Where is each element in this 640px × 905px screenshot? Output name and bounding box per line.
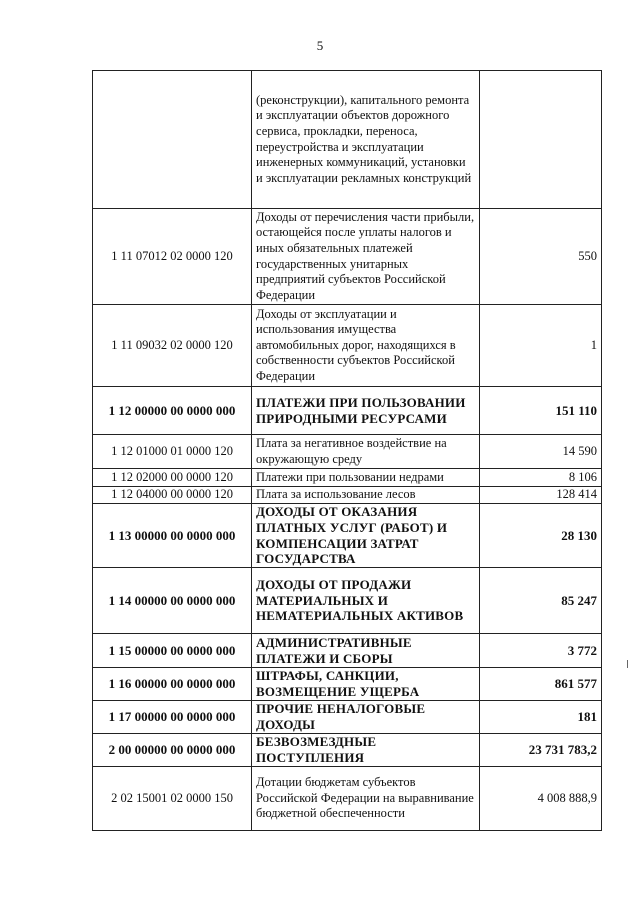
table-row: [93, 469, 602, 487]
row-code: 1 12 02000 00 0000 120: [93, 469, 252, 487]
row-amount: 151 110: [480, 387, 602, 435]
row-amount: [480, 71, 602, 209]
page-number: 5: [316, 38, 324, 53]
row-name: Доходы от перечисления части прибыли, остающейся после уплаты налогов и иных обязательных платежей государственных унитарных предприятий субъектов Российской Федерации: [252, 209, 480, 305]
row-amount: 181: [480, 701, 602, 734]
row-name: БЕЗВОЗМЕЗДНЫЕ ПОСТУПЛЕНИЯ: [252, 734, 480, 767]
row-amount: 861 577: [480, 668, 602, 701]
revenue-table: [92, 70, 602, 831]
row-name: АДМИНИСТРАТИВНЫЕ ПЛАТЕЖИ И СБОРЫ: [252, 634, 480, 668]
table-row: [93, 487, 602, 504]
row-code: [93, 71, 252, 209]
table-row: [93, 504, 602, 568]
row-code: 1 13 00000 00 0000 000: [93, 504, 252, 568]
row-amount: 1: [480, 305, 602, 387]
row-name: ШТРАФЫ, САНКЦИИ, ВОЗМЕЩЕНИЕ УЩЕРБА: [252, 668, 480, 701]
row-code: 1 11 09032 02 0000 120: [93, 305, 252, 387]
scan-mark: [627, 660, 628, 668]
row-name: Доходы от эксплуатации и использования имущества автомобильных дорог, находящихся в собственности субъектов Российской Федерации: [252, 305, 480, 387]
row-amount: 4 008 888,9: [480, 767, 602, 831]
row-code: 1 11 07012 02 0000 120: [93, 209, 252, 305]
row-name: ПРОЧИЕ НЕНАЛОГОВЫЕ ДОХОДЫ: [252, 701, 480, 734]
row-code: 1 15 00000 00 0000 000: [93, 634, 252, 668]
row-amount: 8 106: [480, 469, 602, 487]
row-amount: 550: [480, 209, 602, 305]
row-code: 2 00 00000 00 0000 000: [93, 734, 252, 767]
table-row: [93, 701, 602, 734]
row-name: Плата за использование лесов: [252, 487, 480, 504]
row-amount: 28 130: [480, 504, 602, 568]
revenue-table-body: [93, 71, 602, 831]
row-name: (реконструкции), капитального ремонта и эксплуатации объектов дорожного сервиса, прокладки, переноса, переустройства и эксплуатации инженерных коммуникаций, установки и эксплуатации рекламных конструкций: [252, 71, 480, 209]
row-amount: 3 772: [480, 634, 602, 668]
row-code: 1 17 00000 00 0000 000: [93, 701, 252, 734]
table-row: [93, 305, 602, 387]
row-code: 1 12 04000 00 0000 120: [93, 487, 252, 504]
row-code: 1 12 00000 00 0000 000: [93, 387, 252, 435]
row-amount: 23 731 783,2: [480, 734, 602, 767]
row-name: ПЛАТЕЖИ ПРИ ПОЛЬЗОВАНИИ ПРИРОДНЫМИ РЕСУРСАМИ: [252, 387, 480, 435]
table-row: [93, 734, 602, 767]
row-code: 1 12 01000 01 0000 120: [93, 435, 252, 469]
row-name: Плата за негативное воздействие на окружающую среду: [252, 435, 480, 469]
table-row: [93, 767, 602, 831]
table-row: [93, 634, 602, 668]
row-name: Дотации бюджетам субъектов Российской Федерации на выравнивание бюджетной обеспеченности: [252, 767, 480, 831]
row-amount: 128 414: [480, 487, 602, 504]
table-row: [93, 71, 602, 209]
row-code: 1 16 00000 00 0000 000: [93, 668, 252, 701]
row-amount: 85 247: [480, 568, 602, 634]
row-amount: 14 590: [480, 435, 602, 469]
row-code: 2 02 15001 02 0000 150: [93, 767, 252, 831]
table-row: [93, 435, 602, 469]
table-row: [93, 209, 602, 305]
table-row: [93, 668, 602, 701]
row-code: 1 14 00000 00 0000 000: [93, 568, 252, 634]
row-name: ДОХОДЫ ОТ ПРОДАЖИ МАТЕРИАЛЬНЫХ И НЕМАТЕРИАЛЬНЫХ АКТИВОВ: [252, 568, 480, 634]
row-name: Платежи при пользовании недрами: [252, 469, 480, 487]
table-row: [93, 387, 602, 435]
table-row: [93, 568, 602, 634]
row-name: ДОХОДЫ ОТ ОКАЗАНИЯ ПЛАТНЫХ УСЛУГ (РАБОТ) И КОМПЕНСАЦИИ ЗАТРАТ ГОСУДАРСТВА: [252, 504, 480, 568]
